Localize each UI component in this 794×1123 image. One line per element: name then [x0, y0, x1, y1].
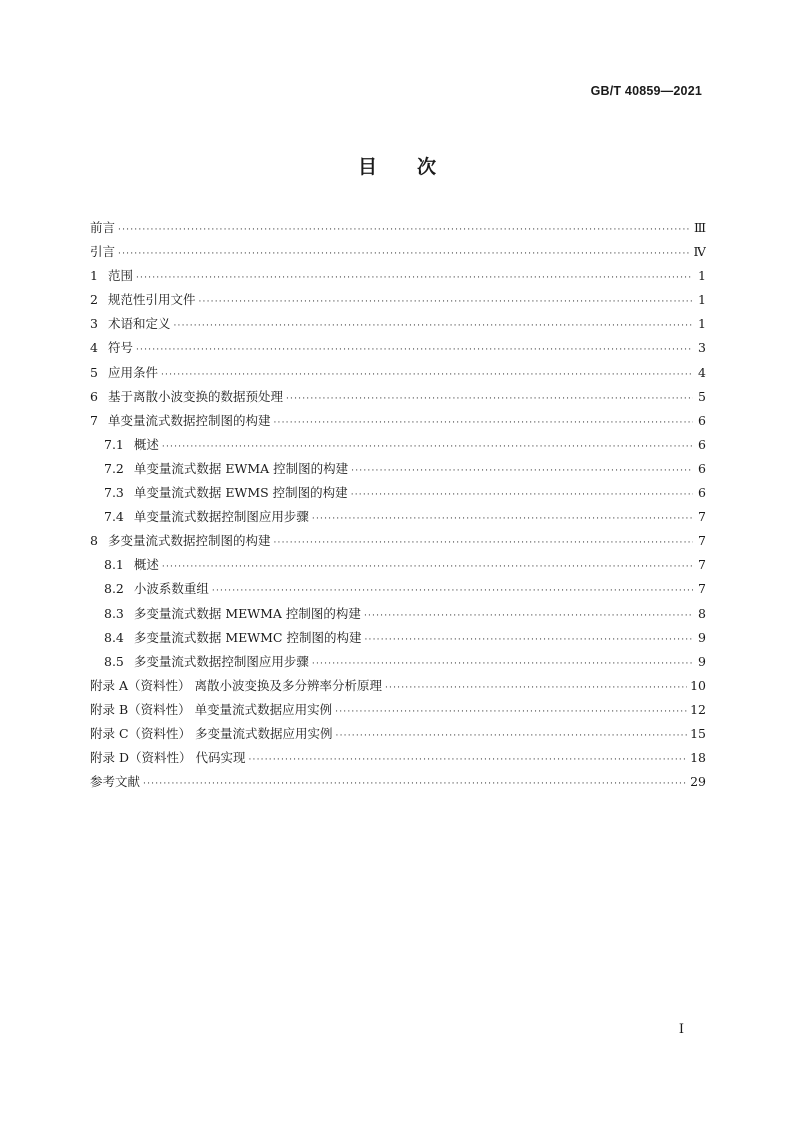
toc-entry-number: 8.4 — [104, 629, 124, 645]
toc-entry-page: 3 — [698, 340, 706, 356]
toc-entry-page: 6 — [698, 412, 706, 428]
toc-leader-dots — [336, 724, 688, 746]
toc-entry[interactable] — [90, 674, 706, 698]
toc-entry-number: 7.2 — [104, 460, 124, 476]
toc-entry-title: 附录 A（资料性） 离散小波变换及多分辨率分析原理 — [90, 677, 382, 693]
toc-entry[interactable] — [90, 409, 706, 433]
toc-entry-number: 7.4 — [104, 509, 124, 525]
toc-entry-number: 1 — [90, 268, 98, 284]
toc-entry-number: 6 — [90, 388, 98, 404]
toc-leader-dots — [162, 435, 693, 457]
toc-entry-title: 多变量流式数据 MEWMA 控制图的构建 — [133, 605, 361, 621]
toc-entry-title: 单变量流式数据控制图应用步骤 — [133, 509, 309, 525]
toc-leader-dots — [351, 459, 693, 481]
toc-entry-title: 参考文献 — [90, 774, 141, 790]
toc-entry-page: 29 — [690, 774, 706, 790]
toc-entry[interactable] — [90, 216, 706, 240]
toc-entry-page: 6 — [698, 460, 706, 476]
toc-entry-page: 1 — [698, 316, 706, 332]
toc-entry-page: 18 — [690, 750, 706, 766]
toc-entry-page: 8 — [698, 605, 706, 621]
toc-entry-page: 6 — [698, 485, 706, 501]
toc-entry-number: 3 — [90, 316, 98, 332]
standard-number: GB/T 40859—2021 — [590, 84, 702, 98]
toc-entry-title: 多变量流式数据控制图的构建 — [107, 533, 271, 549]
toc-entry-number: 8 — [90, 533, 98, 549]
toc-entry-number: 8.3 — [104, 605, 124, 621]
toc-entry-page: 7 — [698, 533, 706, 549]
toc-entry[interactable] — [90, 361, 706, 385]
toc-leader-dots — [335, 700, 687, 722]
toc-entry[interactable] — [90, 698, 706, 722]
toc-entry-title: 术语和定义 — [107, 316, 171, 332]
toc-entry[interactable] — [90, 553, 706, 577]
toc-leader-dots — [364, 628, 693, 650]
toc-entry[interactable] — [90, 626, 706, 650]
toc-entry-title: 符号 — [107, 340, 133, 356]
toc-entry-title: 概述 — [133, 436, 159, 452]
toc-entry-page: 7 — [698, 509, 706, 525]
toc-entry-page: 15 — [690, 725, 706, 741]
toc-entry[interactable] — [90, 650, 706, 674]
toc-entry-title: 单变量流式数据 EWMA 控制图的构建 — [133, 460, 349, 476]
toc-leader-dots — [136, 338, 693, 360]
toc-entry-page: 1 — [698, 292, 706, 308]
toc-entry-title: 概述 — [133, 557, 159, 573]
toc-entry-number: 2 — [90, 292, 98, 308]
toc-leader-dots — [273, 411, 693, 433]
toc-leader-dots — [118, 242, 690, 264]
toc-entry-page: 4 — [698, 364, 706, 380]
toc-entry-number: 7 — [90, 412, 98, 428]
page-number: Ⅰ — [678, 1022, 684, 1037]
toc-leader-dots — [198, 290, 693, 312]
toc-leader-dots — [351, 483, 693, 505]
toc-entry-page: 7 — [698, 557, 706, 573]
toc-entry-title: 附录 C（资料性） 多变量流式数据应用实例 — [90, 725, 333, 741]
toc-entry[interactable] — [90, 505, 706, 529]
page-title: 目次 — [357, 156, 476, 178]
toc-entry-title: 单变量流式数据控制图的构建 — [107, 412, 271, 428]
toc-entry-title: 基于离散小波变换的数据预处理 — [107, 388, 283, 404]
toc-entry[interactable] — [90, 457, 706, 481]
toc-entry-page: 1 — [698, 268, 706, 284]
toc-entry-page: 12 — [690, 701, 706, 717]
toc-entry-title: 附录 D（资料性） 代码实现 — [90, 750, 246, 766]
toc-leader-dots — [173, 314, 693, 336]
toc-entry-title: 应用条件 — [107, 364, 158, 380]
toc-entry[interactable] — [90, 529, 706, 553]
toc-entry-page: 7 — [698, 581, 706, 597]
toc-entry-page: 6 — [698, 436, 706, 452]
toc-entry[interactable] — [90, 722, 706, 746]
toc-entry-page: Ⅲ — [693, 220, 706, 235]
toc-entry[interactable] — [90, 288, 706, 312]
toc-entry-title: 附录 B（资料性） 单变量流式数据应用实例 — [90, 701, 333, 717]
toc-entry-number: 8.2 — [104, 581, 124, 597]
toc-leader-dots — [312, 652, 693, 674]
toc-entry-page: Ⅳ — [693, 244, 706, 260]
toc-entry[interactable] — [90, 481, 706, 505]
toc-entry[interactable] — [90, 577, 706, 601]
toc-leader-dots — [118, 218, 691, 240]
toc-entry-number: 8.5 — [104, 653, 124, 669]
table-of-contents — [90, 216, 706, 794]
toc-entry-title: 多变量流式数据控制图应用步骤 — [133, 653, 309, 669]
toc-leader-dots — [273, 531, 693, 553]
toc-entry[interactable] — [90, 602, 706, 626]
toc-leader-dots — [385, 676, 687, 698]
toc-entry[interactable] — [90, 385, 706, 409]
toc-entry-page: 5 — [698, 388, 706, 404]
toc-entry-title: 引言 — [90, 244, 116, 260]
toc-leader-dots — [143, 772, 687, 794]
toc-entry-title: 单变量流式数据 EWMS 控制图的构建 — [133, 485, 348, 501]
toc-leader-dots — [212, 579, 693, 601]
toc-entry[interactable] — [90, 264, 706, 288]
toc-entry-title: 前言 — [90, 220, 116, 235]
toc-entry-title: 小波系数重组 — [133, 581, 209, 597]
toc-entry-number: 8.1 — [104, 557, 124, 573]
toc-entry-title: 多变量流式数据 MEWMC 控制图的构建 — [133, 629, 362, 645]
toc-entry-page: 10 — [690, 677, 706, 693]
toc-entry-page: 9 — [698, 629, 706, 645]
toc-entry[interactable] — [90, 312, 706, 336]
toc-entry[interactable] — [90, 240, 706, 264]
toc-entry-page: 9 — [698, 653, 706, 669]
toc-leader-dots — [161, 363, 693, 385]
toc-leader-dots — [364, 604, 693, 626]
toc-entry-number: 7.1 — [104, 436, 124, 452]
toc-entry[interactable] — [90, 433, 706, 457]
toc-leader-dots — [286, 387, 693, 409]
toc-entry[interactable] — [90, 770, 706, 794]
toc-entry-number: 7.3 — [104, 485, 124, 501]
toc-entry[interactable] — [90, 746, 706, 770]
toc-leader-dots — [312, 507, 693, 529]
toc-leader-dots — [248, 748, 687, 770]
toc-entry-title: 规范性引用文件 — [107, 292, 196, 308]
toc-entry-number: 5 — [90, 364, 98, 380]
toc-entry-title: 范围 — [107, 268, 133, 284]
toc-entry-number: 4 — [90, 340, 98, 356]
toc-leader-dots — [136, 266, 693, 288]
toc-leader-dots — [162, 555, 693, 577]
toc-entry[interactable] — [90, 336, 706, 360]
